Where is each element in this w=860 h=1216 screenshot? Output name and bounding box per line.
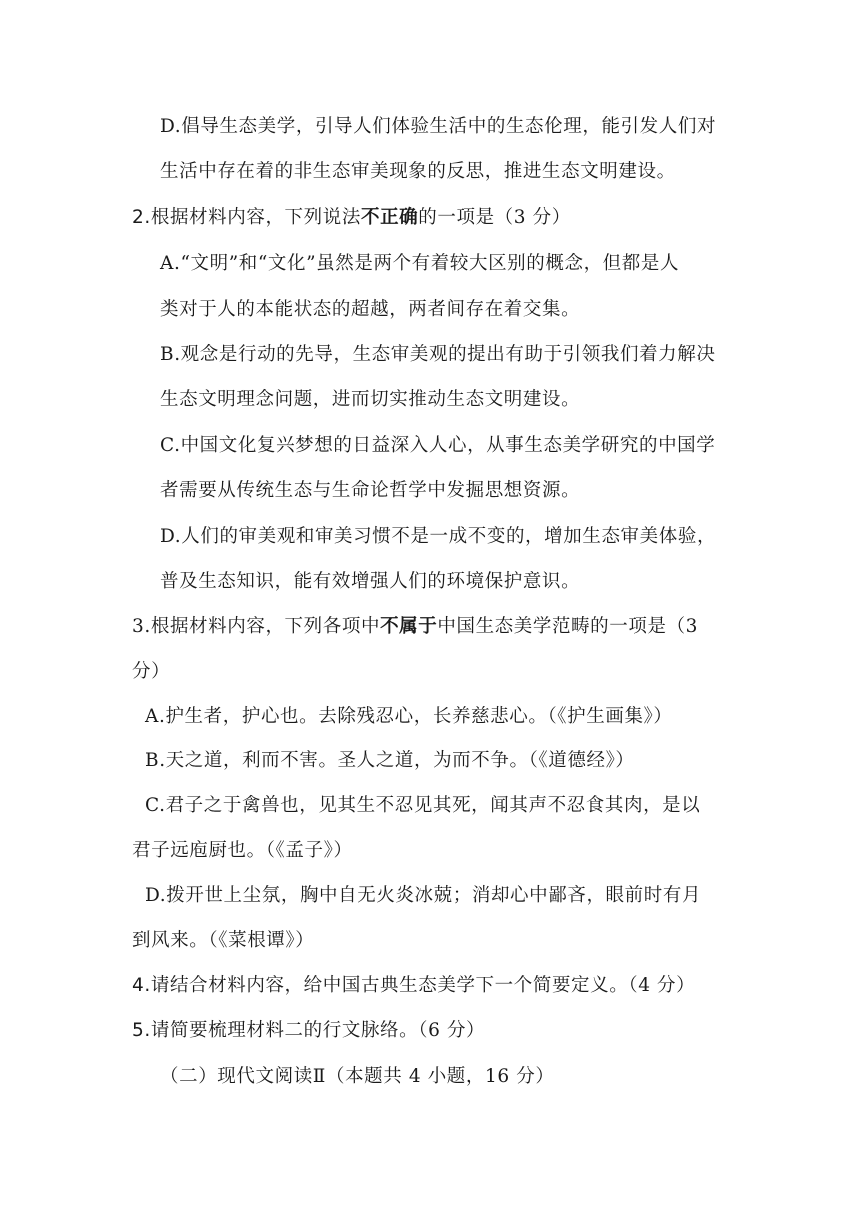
q4-stem	[132, 973, 695, 999]
q3-option-a: A.护生者，护心也。去除残忍心，长养慈悲心。（《护生画集》）	[145, 706, 673, 727]
q2-stem-emphasis: 不正确	[360, 207, 419, 228]
q2-stem-pre: 根据材料内容，下列说法	[150, 207, 361, 228]
q4-text: 请结合材料内容，给中国古典生态美学下一个简要定义。（4 分）	[150, 975, 696, 996]
q1-option-d-line1: D.倡导生态美学，引导人们体验生活中的生态伦理，能引发人们对	[160, 116, 717, 137]
q3-option-d-line2: 到风来。（《菜根谭》）	[132, 930, 315, 951]
q2-option-d-line1: D.人们的审美观和审美习惯不是一成不变的，增加生态审美体验，	[160, 526, 717, 547]
q3-stem-line1	[132, 614, 698, 640]
q3-stem-post: 中国生态美学范畴的一项是（3	[437, 616, 699, 637]
q2-number: 2.	[132, 207, 151, 228]
q4-number: 4.	[132, 975, 151, 996]
q3-stem-emphasis: 不属于	[380, 616, 438, 637]
q2-stem-post: 的一项是（3 分）	[418, 207, 571, 228]
q2-option-a-line1: A.“文明”和“文化”虽然是两个有着较大区别的概念，但都是人	[160, 253, 680, 274]
q2-stem	[132, 205, 571, 231]
q3-stem-pre: 3.根据材料内容，下列各项中	[132, 616, 381, 637]
q2-option-d-line2: 普及生态知识，能有效增强人们的环境保护意识。	[160, 571, 581, 592]
q5-number: 5.	[132, 1020, 151, 1041]
q3-option-c-line1: C.君子之于禽兽也，见其生不忍见其死，闻其声不忍食其肉，是以	[145, 795, 701, 816]
q2-option-c-line2: 者需要从传统生态与生命论哲学中发掘思想资源。	[160, 480, 581, 501]
q5-stem	[132, 1018, 485, 1044]
q2-option-a-line2: 类对于人的本能状态的超越，两者间存在着交集。	[160, 299, 581, 320]
q3-option-c-line2: 君子远庖厨也。（《孟子》）	[132, 840, 353, 861]
q1-option-d-line2: 生活中存在着的非生态审美现象的反思，推进生态文明建设。	[160, 161, 676, 182]
q3-option-b: B.天之道，利而不害。圣人之道，为而不争。（《道德经》）	[145, 750, 635, 771]
q5-text: 请简要梳理材料二的行文脉络。（6 分）	[150, 1020, 486, 1041]
q3-option-d-line1: D.拨开世上尘氛，胸中自无火炎冰兢；消却心中鄙吝，眼前时有月	[145, 885, 702, 906]
q2-option-b-line2: 生态文明理念问题，进而切实推动生态文明建设。	[160, 389, 581, 410]
q2-option-b-line1: B.观念是行动的先导，生态审美观的提出有助于引领我们着力解决	[160, 344, 716, 365]
q3-stem-line2: 分）	[132, 661, 171, 682]
q2-option-c-line1: C.中国文化复兴梦想的日益深入人心，从事生态美学研究的中国学	[160, 435, 716, 456]
section-heading: （二）现代文阅读Ⅱ（本题共 4 小题，16 分）	[160, 1066, 555, 1087]
